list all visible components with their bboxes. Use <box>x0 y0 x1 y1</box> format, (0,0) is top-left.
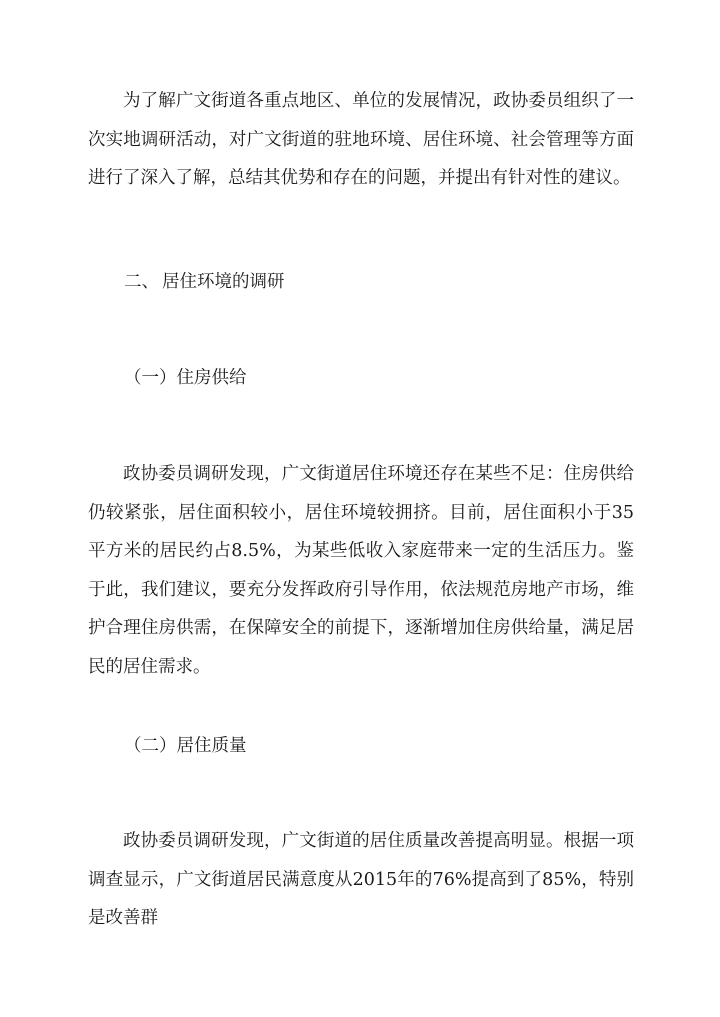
living-quality-paragraph: 政协委员调研发现，广文街道的居住质量改善提高明显。根据一项调查显示，广文街道居民满意度从2015年的76%提高到了85%，特别是改善群 <box>88 831 634 929</box>
section-heading <box>124 270 285 294</box>
section-number: 二、 <box>124 272 159 292</box>
subsection-heading-living-quality: （二）居住质量 <box>124 736 247 756</box>
subsection-heading-housing-supply: （一）住房供给 <box>124 368 247 388</box>
section-title: 居住环境的调研 <box>162 272 285 292</box>
intro-paragraph: 为了解广文街道各重点地区、单位的发展情况，政协委员组织了一次实地调研活动，对广文街道的驻地环境、居住环境、社会管理等方面进行了深入了解，总结其优势和存在的问题，并提出有针对性的建议。 <box>88 91 634 189</box>
housing-supply-paragraph: 政协委员调研发现，广文街道居住环境还存在某些不足：住房供给仍较紧张，居住面积较小，居住环境较拥挤。目前，居住面积小于35平方米的居民约占8.5%，为某些低收入家庭带来一定的生活压力。鉴于此，我们建议，要充分发挥政府引导作用，依法规范房地产市场，维护合理住房供需，在保障安全的前提下，逐渐增加住房供给量，满足居民的居住需求。 <box>88 464 634 677</box>
